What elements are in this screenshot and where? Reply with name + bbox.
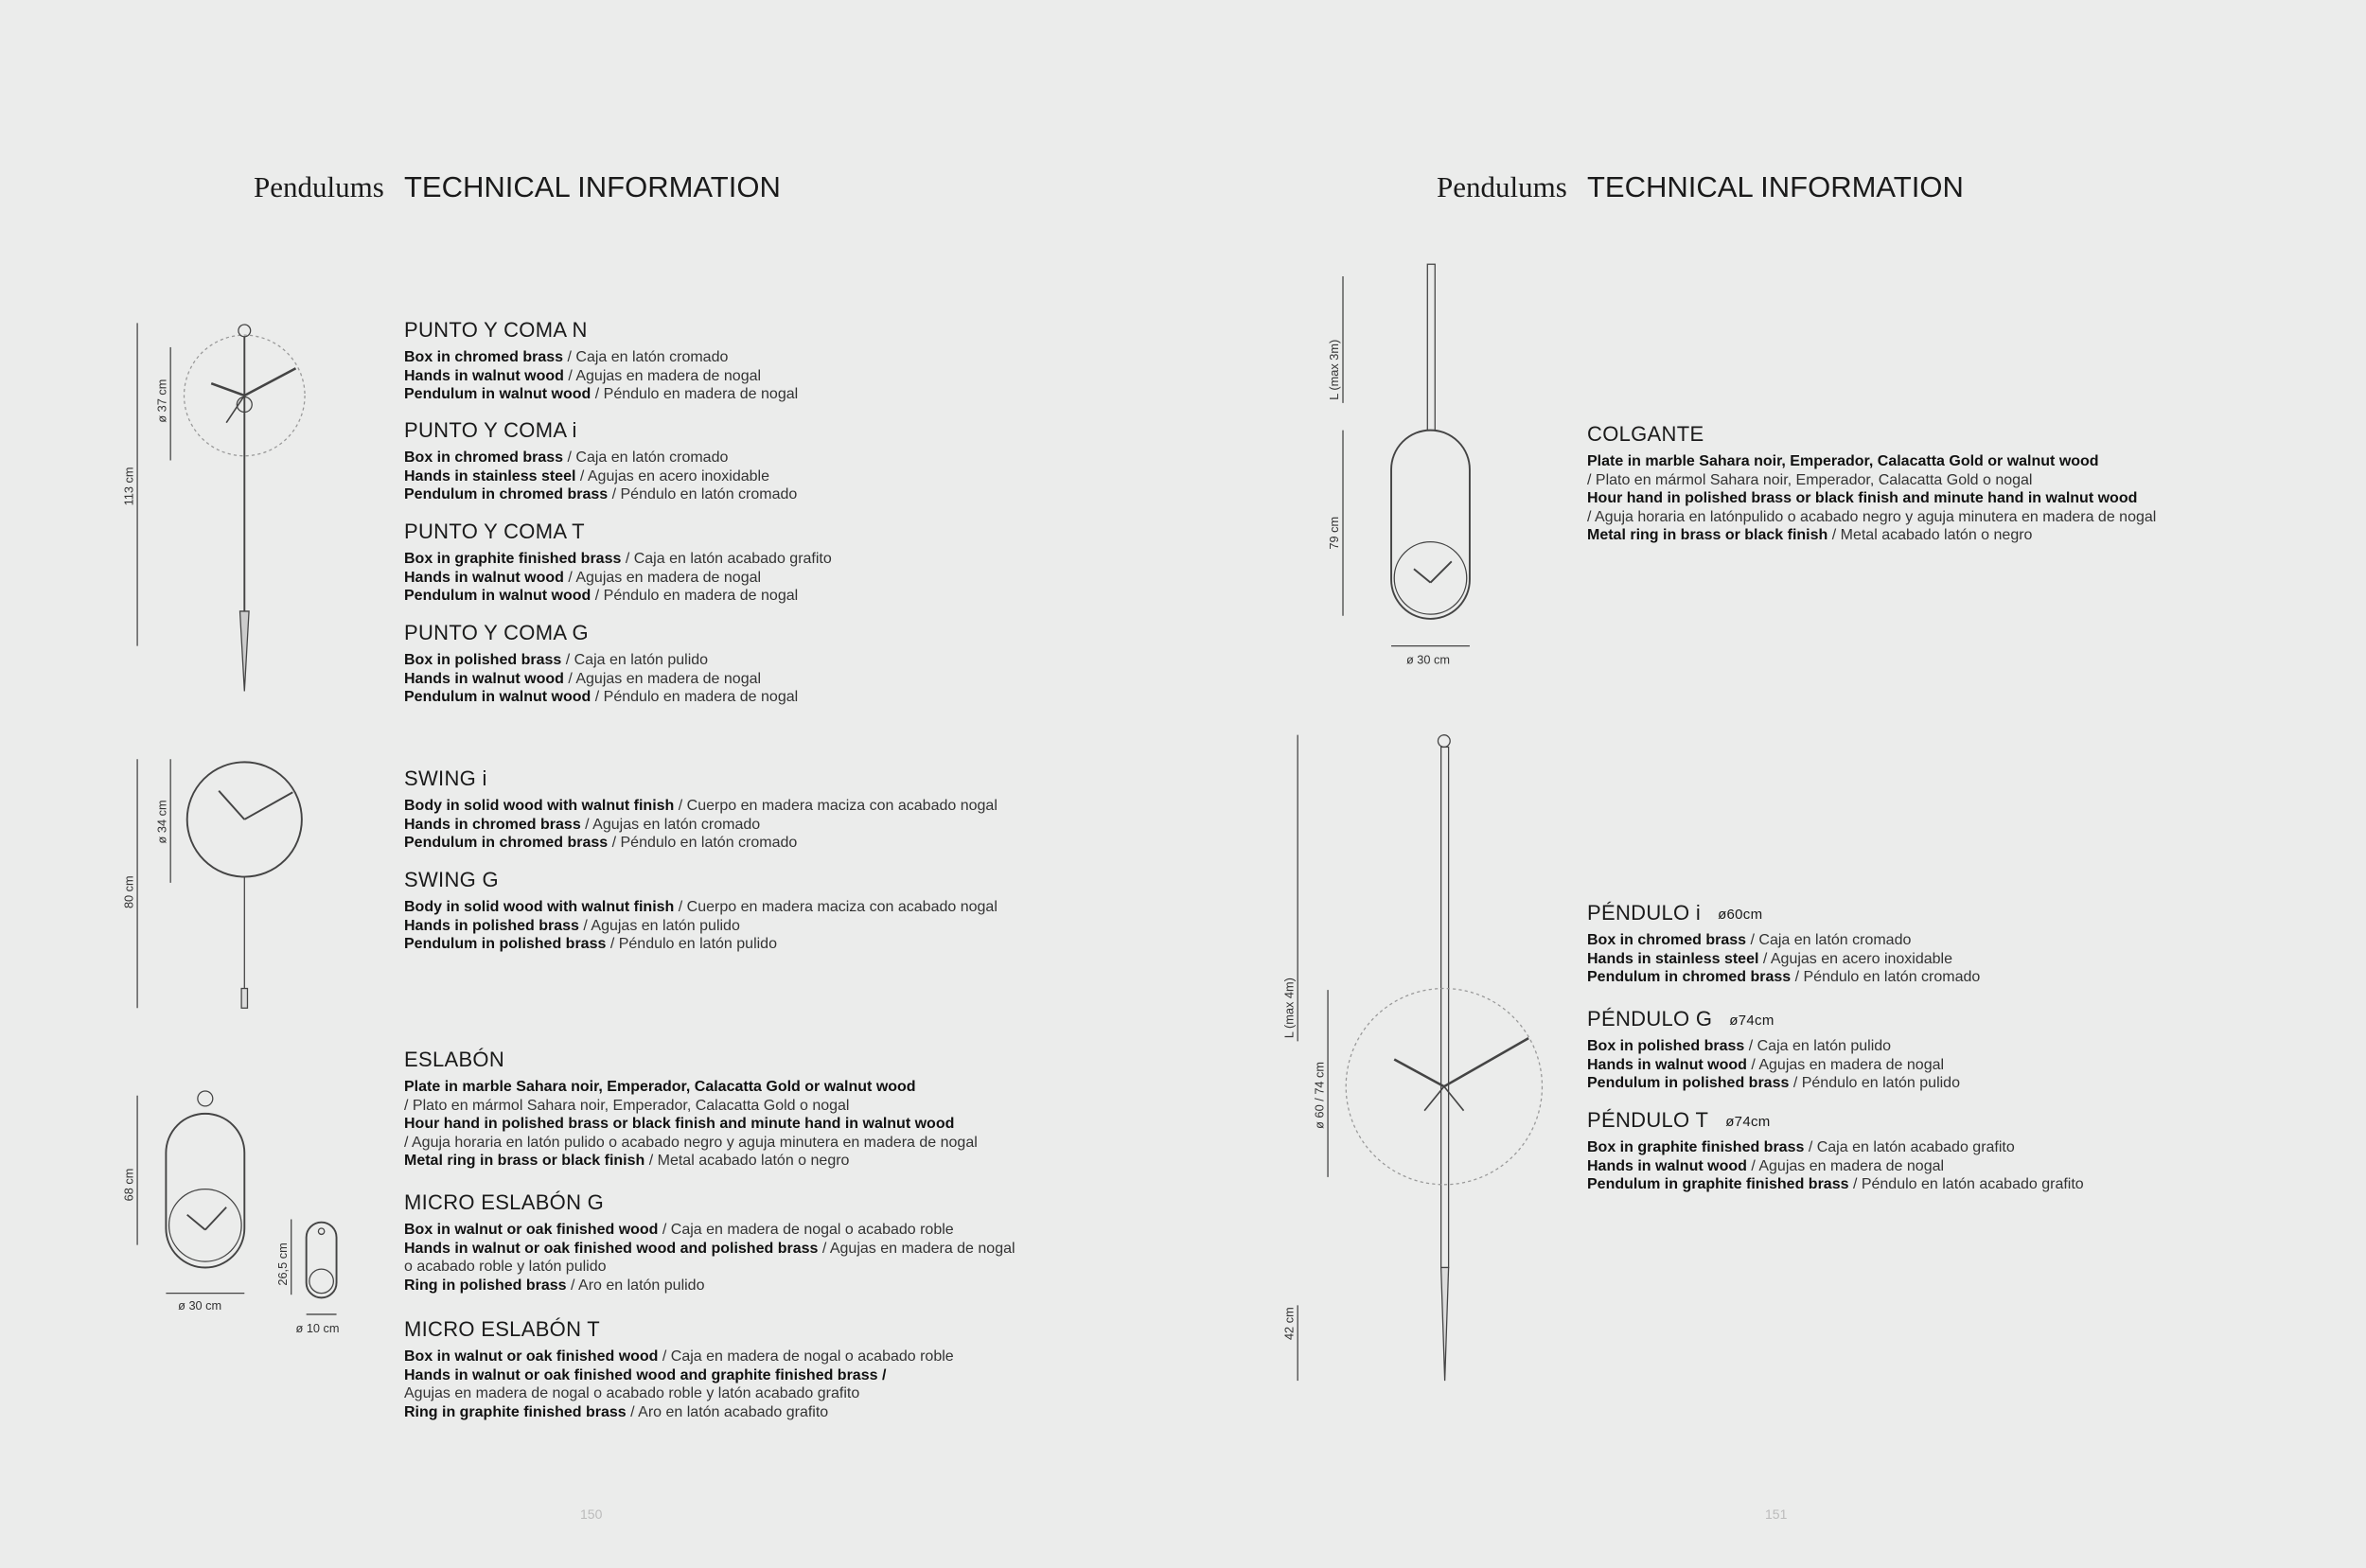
spec-spanish: / Agujas en madera de nogal [568, 367, 762, 384]
spec-english: Metal ring in brass or black finish [1587, 527, 1828, 544]
spec-spanish: / Péndulo en latón pulido [1792, 1075, 1960, 1092]
product-name-text: PUNTO Y COMA i [404, 418, 577, 442]
spec-spanish: / Péndulo en latón acabado grafito [1852, 1176, 2084, 1193]
product-name-text: PUNTO Y COMA T [404, 520, 585, 543]
spec-english: Pendulum in chromed brass [404, 486, 609, 503]
spec-english: Box in polished brass [404, 652, 562, 668]
spec-english: Hands in walnut wood [1587, 1056, 1747, 1073]
eslabon-drawing [137, 1091, 244, 1294]
dimension-label: 113 cm [121, 467, 136, 506]
spec-spanish: / Caja en latón acabado grafito [625, 551, 832, 567]
spec-english: Plate in marble Sahara noir, Emperador, Calacatta Gold or walnut wood [1587, 453, 2099, 469]
spec-english: Hands in chromed brass [404, 816, 581, 833]
spec-spanish: / Aguja horaria en latónpulido o acabado negro y aguja minutera en madera de nogal [1587, 508, 2157, 525]
product-diameter: ø74cm [1725, 1113, 1771, 1130]
spec-spanish: / Agujas en latón cromado [585, 816, 761, 833]
spec-spanish: / Aro en latón acabado grafito [630, 1403, 829, 1420]
spec-spanish: / Péndulo en latón cromado [1794, 969, 1981, 986]
spec-spanish: / Péndulo en madera de nogal [594, 689, 799, 706]
spec-english: Plate in marble Sahara noir, Emperador, Calacatta Gold or walnut wood [404, 1079, 916, 1095]
dimension-label: ø 34 cm [154, 800, 169, 844]
dimension-label: 79 cm [1327, 516, 1342, 550]
page-number-left: 150 [580, 1506, 603, 1522]
spec-english: Hour hand in polished brass or black finish and minute hand in walnut wood [1587, 490, 2138, 507]
spec-english: Hands in walnut wood [404, 670, 564, 687]
spec-spanish: / Metal acabado latón o negro [648, 1153, 850, 1170]
spec-english: Hands in walnut wood [404, 569, 564, 586]
spec-english: Pendulum in walnut wood [404, 689, 592, 706]
spec-english: Box in walnut or oak finished wood [404, 1348, 659, 1365]
spec-spanish: / Caja en latón cromado [567, 349, 729, 365]
spec-spanish: / Aro en latón pulido [571, 1277, 705, 1294]
spec-spanish: / Caja en madera de nogal o acabado roble [662, 1222, 954, 1238]
spec-english: Pendulum in graphite finished brass [1587, 1176, 1849, 1193]
colgante-drawing [1343, 264, 1470, 645]
spec-english: Box in chromed brass [404, 449, 564, 466]
spec-english: Ring in polished brass [404, 1277, 567, 1294]
spec-english: Pendulum in chromed brass [404, 835, 609, 852]
spec-spanish: / Agujas en madera de nogal [821, 1240, 1015, 1257]
micro-eslabon-drawing [291, 1219, 337, 1313]
product-name-text: PÉNDULO T [1587, 1108, 1709, 1132]
spec-spanish: / Péndulo en madera de nogal [594, 386, 799, 403]
spec-english: Hands in stainless steel [404, 467, 576, 484]
spec-english: Box in graphite finished brass [404, 551, 622, 567]
swing-drawing [137, 759, 302, 1008]
spec-english: Body in solid wood with walnut finish [404, 899, 675, 915]
product-name-text: SWING G [404, 868, 499, 891]
spec-english: Metal ring in brass or black finish [404, 1153, 645, 1170]
product-name-text: MICRO ESLABÓN G [404, 1190, 605, 1214]
spec-spanish: / Caja en latón pulido [565, 652, 709, 668]
product-diameter: ø60cm [1718, 906, 1763, 923]
spec-english: Box in graphite finished brass [1587, 1139, 1805, 1155]
dimension-label: ø 30 cm [178, 1298, 222, 1313]
spec-spanish: / Plato en mármol Sahara noir, Emperador, Calacatta Gold o nogal [1587, 471, 2033, 488]
dimension-label: 26,5 cm [274, 1242, 290, 1286]
spec-english: Pendulum in chromed brass [1587, 969, 1792, 986]
spec-english: Box in polished brass [1587, 1038, 1745, 1054]
spec-english: Hands in walnut wood [1587, 1157, 1747, 1174]
spec-spanish: / Aguja horaria en latón pulido o acabado negro y aguja minutera en madera de nogal [404, 1134, 978, 1151]
spec-english: Pendulum in walnut wood [404, 588, 592, 605]
product-name-text: PUNTO Y COMA N [404, 318, 588, 342]
product-name-text: MICRO ESLABÓN T [404, 1317, 601, 1341]
spec-english: Hands in walnut wood [404, 367, 564, 384]
product-name-text: PUNTO Y COMA G [404, 621, 589, 644]
spec-spanish: / Agujas en madera de nogal [568, 569, 762, 586]
spec-english: Hour hand in polished brass or black finish and minute hand in walnut wood [404, 1116, 955, 1133]
page-number-right: 151 [1765, 1506, 1788, 1522]
section-label: Pendulums [1437, 170, 1567, 203]
page-title: TECHNICAL INFORMATION [404, 170, 781, 203]
spec-spanish: / Caja en madera de nogal o acabado roble [662, 1348, 954, 1365]
spec-spanish: / Caja en latón cromado [567, 449, 729, 466]
product-name-text: PÉNDULO G [1587, 1007, 1713, 1031]
product-diameter: ø74cm [1729, 1012, 1774, 1029]
dimension-label: 80 cm [121, 875, 136, 909]
spec-spanish: / Agujas en acero inoxidable [579, 467, 769, 484]
spec-spanish: / Agujas en madera de nogal [568, 670, 762, 687]
spec-spanish: / Agujas en madera de nogal [1751, 1157, 1945, 1174]
dimension-label: 42 cm [1281, 1307, 1297, 1341]
product-name-text: SWING i [404, 766, 487, 790]
spec-spanish: / Agujas en madera de nogal [1751, 1056, 1945, 1073]
spec-spanish: / Cuerpo en madera maciza con acabado nogal [678, 899, 998, 915]
dimension-label: ø 10 cm [295, 1321, 340, 1336]
spec-spanish: / Péndulo en latón pulido [609, 936, 777, 953]
spec-spanish: / Caja en latón acabado grafito [1808, 1139, 2015, 1155]
spec-spanish: / Plato en mármol Sahara noir, Emperador, Calacatta Gold o nogal [404, 1097, 850, 1114]
spec-english: Ring in graphite finished brass [404, 1403, 627, 1420]
spec-spanish: / Péndulo en latón cromado [611, 835, 798, 852]
spec-spanish: Agujas en madera de nogal o acabado roble y latón acabado grafito [404, 1385, 860, 1402]
dimension-label: L (max 3m) [1327, 339, 1342, 400]
spec-spanish: / Cuerpo en madera maciza con acabado nogal [678, 798, 998, 814]
spec-spanish: / Agujas en acero inoxidable [1762, 950, 1952, 967]
spec-spanish: / Péndulo en latón cromado [611, 486, 798, 503]
spec-english: Box in walnut or oak finished wood [404, 1222, 659, 1238]
spec-spanish: / Metal acabado latón o negro [1831, 527, 2033, 544]
dimension-label: ø 30 cm [1405, 652, 1451, 667]
pendulo-drawing [1298, 735, 1542, 1381]
spec-english: Box in chromed brass [1587, 932, 1747, 948]
dimension-label: 68 cm [121, 1168, 136, 1202]
spec-spanish: / Caja en latón cromado [1750, 932, 1912, 948]
product-name-text: COLGANTE [1587, 422, 1704, 446]
product-name-text: ESLABÓN [404, 1048, 505, 1071]
spec-english: Box in chromed brass [404, 349, 564, 365]
spec-english: Hands in walnut or oak finished wood and polished brass [404, 1240, 819, 1257]
spec-spanish: o acabado roble y latón pulido [404, 1259, 607, 1276]
spec-english: Hands in polished brass [404, 917, 579, 934]
spec-english: Hands in stainless steel [1587, 950, 1759, 967]
product-name-text: PÉNDULO i [1587, 901, 1702, 925]
spec-english: Hands in walnut or oak finished wood and graphite finished brass / [404, 1366, 887, 1383]
spec-english: Pendulum in walnut wood [404, 386, 592, 403]
spec-spanish: / Caja en latón pulido [1748, 1038, 1892, 1054]
section-label: Pendulums [254, 170, 384, 203]
dimension-label: L (max 4m) [1281, 978, 1297, 1039]
spec-english: Pendulum in polished brass [1587, 1075, 1790, 1092]
dimension-label: ø 60 / 74 cm [1312, 1061, 1327, 1129]
page-title: TECHNICAL INFORMATION [1587, 170, 1964, 203]
spec-spanish: / Péndulo en madera de nogal [594, 588, 799, 605]
dimension-label: ø 37 cm [154, 379, 169, 423]
spec-english: Body in solid wood with walnut finish [404, 798, 675, 814]
spec-english: Pendulum in polished brass [404, 936, 607, 953]
spec-spanish: / Agujas en latón pulido [583, 917, 740, 934]
